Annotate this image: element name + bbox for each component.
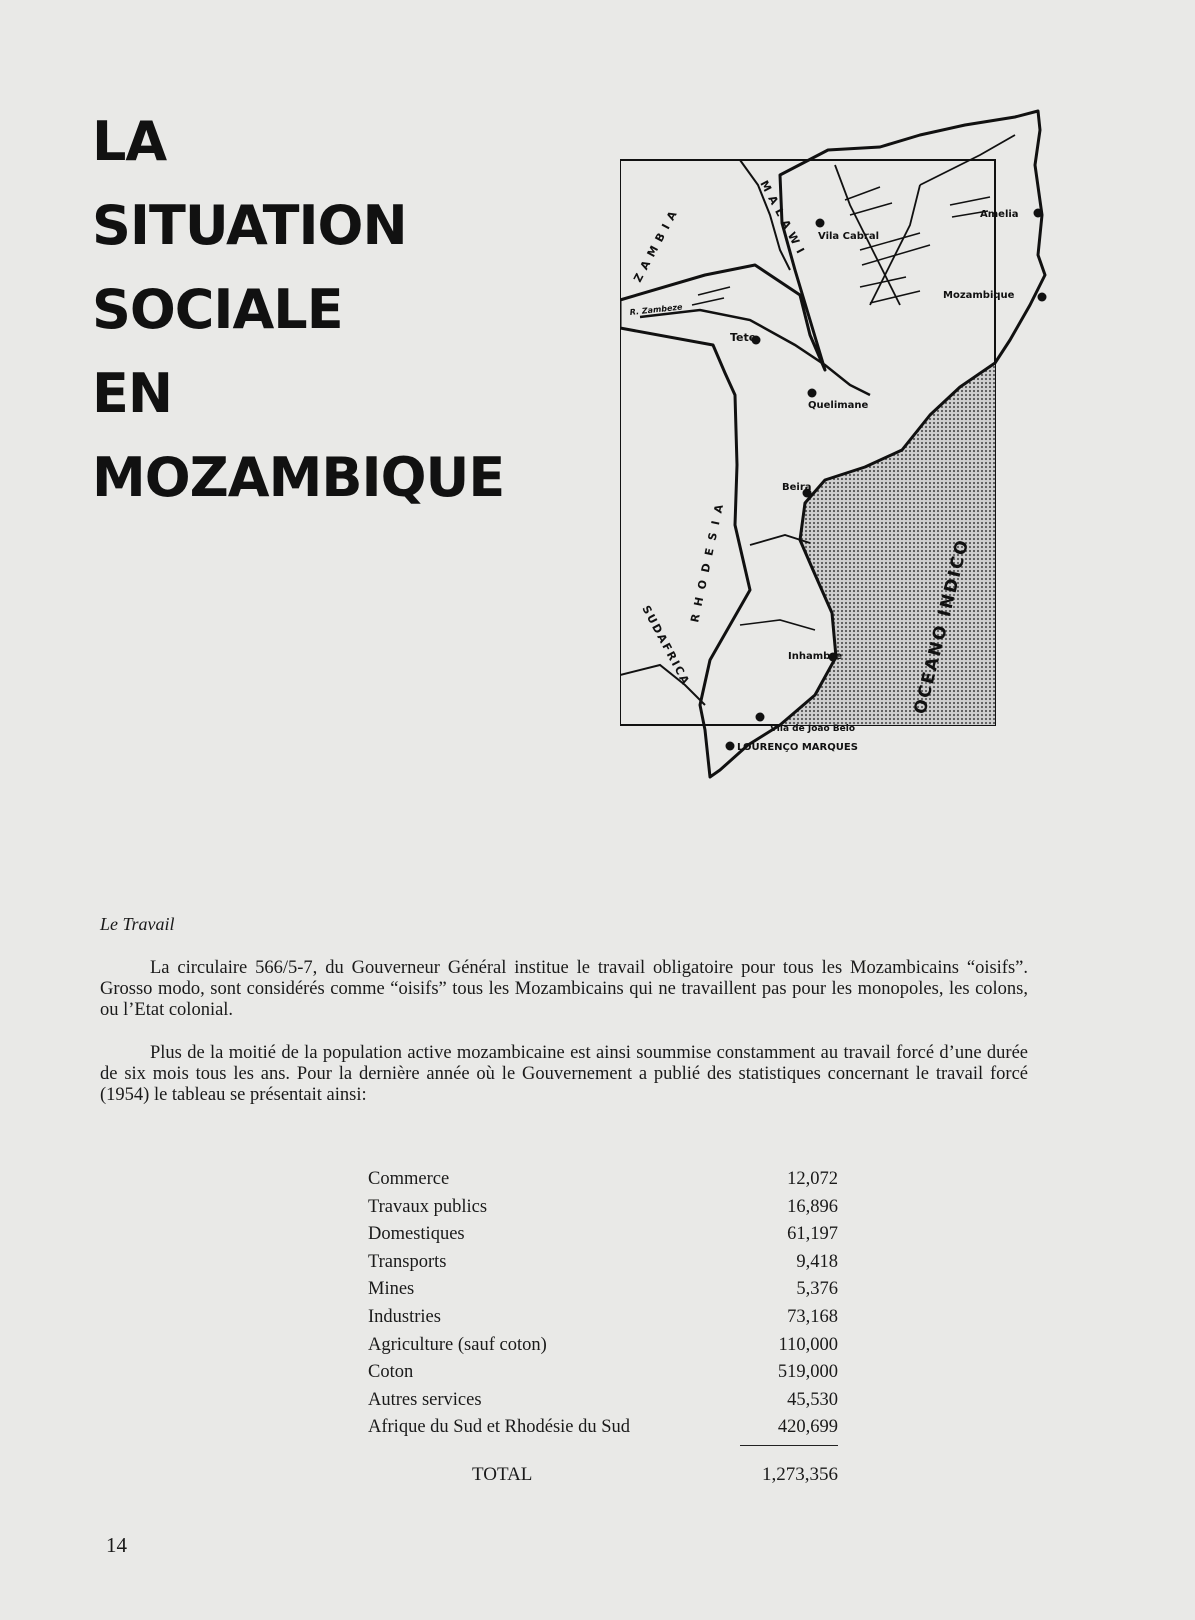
section-heading: Le Travail: [100, 914, 175, 934]
river: [640, 310, 870, 395]
map-label-rhodesia: RHODESIA: [688, 495, 728, 624]
map-label-sudafrica: SUDAFRICA: [639, 603, 693, 689]
row-value: 519,000: [777, 1362, 838, 1383]
row-value: 110,000: [778, 1334, 838, 1355]
labor-statistics-table: [368, 1166, 838, 1442]
country-border: [620, 665, 705, 705]
total-label: TOTAL: [472, 1464, 533, 1485]
map-label-inhambre: Inhambre: [788, 651, 842, 662]
table-row: [368, 1359, 838, 1387]
row-label: Domestiques: [368, 1224, 465, 1245]
row-value: 45,530: [787, 1389, 838, 1410]
map-label-tete: Tete: [730, 331, 757, 344]
map-label-river-zambeze: R. Zambeze: [629, 302, 683, 317]
total-divider: [740, 1445, 838, 1446]
title-line: SITUATION: [92, 194, 407, 257]
title-line: EN: [92, 362, 173, 425]
table-row: [368, 1194, 838, 1222]
map-label-zambia: ZAMBIA: [631, 203, 683, 285]
table-row: [368, 1387, 838, 1415]
row-value: 12,072: [787, 1169, 838, 1189]
table-row: [368, 1221, 838, 1249]
row-label: Commerce: [368, 1169, 450, 1189]
map-label-beira: Beira: [782, 482, 812, 493]
table-row: [368, 1304, 838, 1332]
row-value: 73,168: [787, 1306, 838, 1327]
map-label-vila-cabral: Vila Cabral: [818, 231, 880, 242]
table-row: [368, 1276, 838, 1304]
row-label: Mines: [368, 1279, 415, 1300]
title-line: MOZAMBIQUE: [92, 446, 505, 509]
title-line: SOCIALE: [92, 278, 343, 341]
row-value: 16,896: [787, 1196, 838, 1217]
table-row: [368, 1414, 838, 1442]
map-label-ocean: OCEANO INDICO: [910, 536, 974, 717]
table-row: [368, 1249, 838, 1277]
row-label: Transports: [368, 1251, 447, 1272]
river: [740, 620, 815, 630]
mozambique-map: [620, 105, 1080, 820]
map-label-mozambique: Mozambique: [943, 290, 1015, 301]
row-value: 5,376: [796, 1279, 838, 1300]
map-label-malawi: MALAWI: [757, 178, 810, 261]
row-value: 61,197: [787, 1224, 838, 1245]
paragraph: Plus de la moitié de la population active mozambicaine est ainsi soummise constamment au travail forcé d’une durée de six mois tous les ans. Pour la dernière année où le Gouvernement a publié des statistiques concernant le travail forcé (1954) le tableau se présentait ainsi:: [100, 1043, 1028, 1105]
map-label-vila-de-joao-belo: Vila de Joao Belo: [770, 724, 856, 734]
map-label-lourenco-marques: LOURENÇO MARQUES: [737, 742, 858, 753]
table-row: [368, 1166, 838, 1194]
row-label: Travaux publics: [368, 1196, 488, 1217]
row-label: Industries: [368, 1306, 441, 1327]
article-title: [92, 100, 504, 520]
title-line: LA: [92, 110, 167, 173]
map-label-amelia: Amelia: [980, 209, 1019, 220]
terrain-marks: [692, 187, 990, 305]
row-label: Agriculture (sauf coton): [368, 1334, 547, 1355]
row-label: Autres services: [368, 1389, 482, 1410]
map-label-quelimane: Quelimane: [808, 400, 869, 411]
table-row: [368, 1332, 838, 1360]
row-value: 9,418: [796, 1251, 838, 1272]
row-label: Afrique du Sud et Rhodésie du Sud: [368, 1417, 631, 1438]
page-number: 14: [106, 1533, 127, 1557]
paragraph: La circulaire 566/5-7, du Gouverneur Général institue le travail obligatoire pour tous les Mozambicains “oisifs”. Grosso modo, sont considérés comme “oisifs” tous les Mozambicains qui ne travaillent pas pour les monopoles, les colons, ou l’Etat colonial.: [100, 958, 1028, 1020]
row-value: 420,699: [777, 1417, 838, 1438]
total-value: 1,273,356: [762, 1464, 838, 1485]
row-label: Coton: [368, 1362, 414, 1383]
